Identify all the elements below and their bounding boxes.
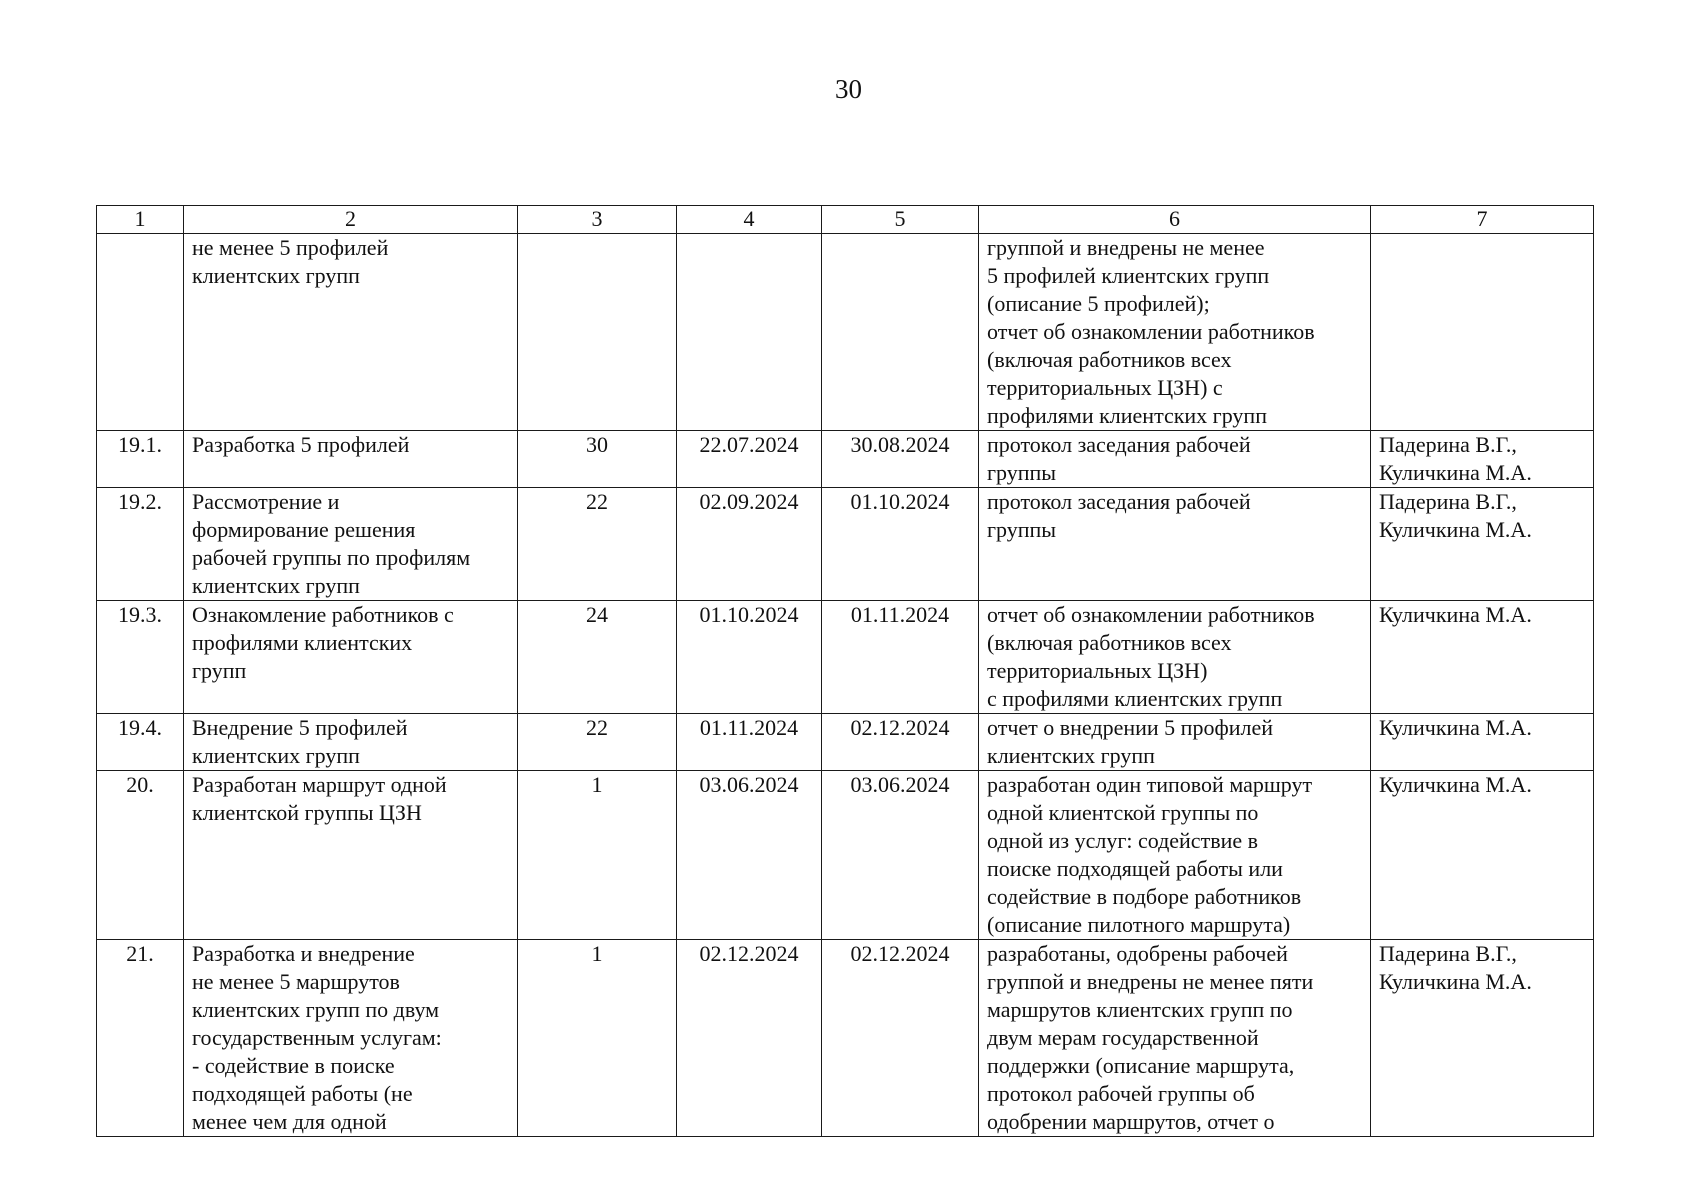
item-result: разработан один типовой маршрут одной клиентской группы по одной из услуг: содействие в поиске подходящей работы или содействие в подборе работников (описание пилотного маршрута) — [979, 771, 1371, 940]
column-header: 2 — [184, 206, 518, 234]
item-name: Рассмотрение и формирование решения рабочей группы по профилям клиентских групп — [184, 488, 518, 601]
item-responsible: Падерина В.Г., Куличкина М.А. — [1371, 431, 1594, 488]
item-end-date: 02.12.2024 — [822, 940, 979, 1137]
item-number: 20. — [97, 771, 184, 940]
item-result: протокол заседания рабочей группы — [979, 431, 1371, 488]
item-start-date: 03.06.2024 — [677, 771, 822, 940]
item-start-date: 02.09.2024 — [677, 488, 822, 601]
item-start-date: 01.11.2024 — [677, 714, 822, 771]
item-duration — [518, 234, 677, 431]
item-result: разработаны, одобрены рабочей группой и внедрены не менее пяти маршрутов клиентских групп по двум мерам государственной поддержки (описание маршрута, протокол рабочей группы об одобрении маршрутов, отчет о — [979, 940, 1371, 1137]
page-number: 30 — [835, 74, 862, 104]
item-result: отчет о внедрении 5 профилей клиентских групп — [979, 714, 1371, 771]
item-number: 19.3. — [97, 601, 184, 714]
item-number: 19.2. — [97, 488, 184, 601]
item-duration: 1 — [518, 771, 677, 940]
column-header: 7 — [1371, 206, 1594, 234]
table-row — [97, 714, 1594, 771]
plan-table — [96, 205, 1594, 1137]
item-start-date: 01.10.2024 — [677, 601, 822, 714]
table-row — [97, 771, 1594, 940]
column-header: 6 — [979, 206, 1371, 234]
item-start-date: 22.07.2024 — [677, 431, 822, 488]
item-number: 21. — [97, 940, 184, 1137]
item-duration: 22 — [518, 714, 677, 771]
table-row — [97, 488, 1594, 601]
item-responsible — [1371, 234, 1594, 431]
item-duration: 22 — [518, 488, 677, 601]
item-number: 19.4. — [97, 714, 184, 771]
column-number-row — [97, 206, 1594, 234]
item-duration: 24 — [518, 601, 677, 714]
item-result: группой и внедрены не менее 5 профилей клиентских групп (описание 5 профилей); отчет об ознакомлении работников (включая работников всех территориальных ЦЗН) с профилями клиентских групп — [979, 234, 1371, 431]
item-start-date: 02.12.2024 — [677, 940, 822, 1137]
item-responsible: Падерина В.Г., Куличкина М.А. — [1371, 488, 1594, 601]
column-header: 3 — [518, 206, 677, 234]
item-result: отчет об ознакомлении работников (включая работников всех территориальных ЦЗН) с профилями клиентских групп — [979, 601, 1371, 714]
item-responsible: Куличкина М.А. — [1371, 601, 1594, 714]
table-row — [97, 940, 1594, 1137]
item-end-date: 02.12.2024 — [822, 714, 979, 771]
table-row — [97, 601, 1594, 714]
item-number: 19.1. — [97, 431, 184, 488]
item-name: Ознакомление работников с профилями клиентских групп — [184, 601, 518, 714]
item-end-date: 01.11.2024 — [822, 601, 979, 714]
table-row — [97, 431, 1594, 488]
item-responsible: Куличкина М.А. — [1371, 714, 1594, 771]
item-end-date: 30.08.2024 — [822, 431, 979, 488]
item-duration: 30 — [518, 431, 677, 488]
column-header: 1 — [97, 206, 184, 234]
item-start-date — [677, 234, 822, 431]
item-number — [97, 234, 184, 431]
item-duration: 1 — [518, 940, 677, 1137]
item-responsible: Падерина В.Г., Куличкина М.А. — [1371, 940, 1594, 1137]
item-name: Разработан маршрут одной клиентской группы ЦЗН — [184, 771, 518, 940]
item-name: не менее 5 профилей клиентских групп — [184, 234, 518, 431]
item-name: Внедрение 5 профилей клиентских групп — [184, 714, 518, 771]
item-responsible: Куличкина М.А. — [1371, 771, 1594, 940]
item-name: Разработка 5 профилей — [184, 431, 518, 488]
column-header: 4 — [677, 206, 822, 234]
item-name: Разработка и внедрение не менее 5 маршрутов клиентских групп по двум государственным услугам: - содействие в поиске подходящей работы (не менее чем для одной — [184, 940, 518, 1137]
item-end-date: 01.10.2024 — [822, 488, 979, 601]
column-header: 5 — [822, 206, 979, 234]
item-end-date: 03.06.2024 — [822, 771, 979, 940]
item-result: протокол заседания рабочей группы — [979, 488, 1371, 601]
item-end-date — [822, 234, 979, 431]
table-row — [97, 234, 1594, 431]
